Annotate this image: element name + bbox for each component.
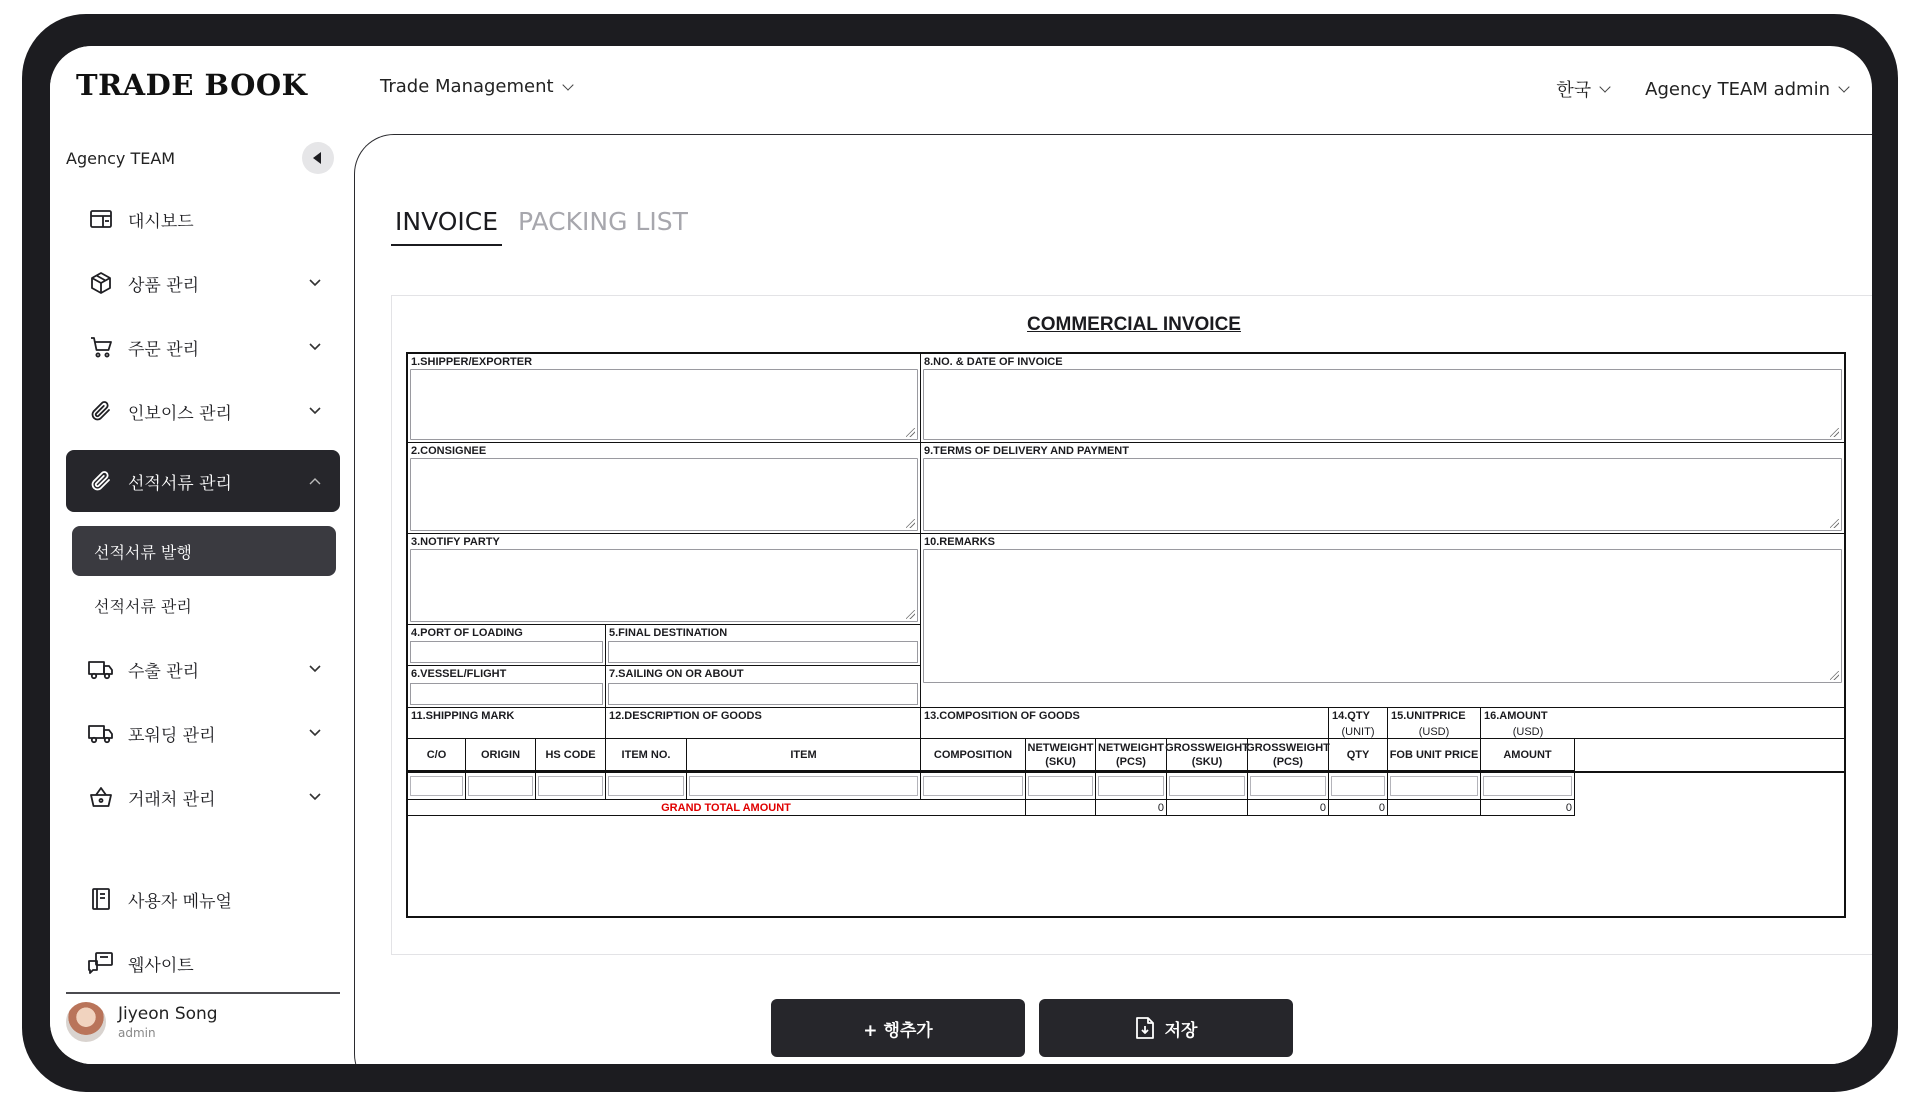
sidebar-item-dashboard[interactable]: [66, 194, 340, 244]
field-label: 9.TERMS OF DELIVERY AND PAYMENT: [924, 445, 1129, 457]
user-role: admin: [118, 1026, 156, 1040]
language-dropdown[interactable]: [1556, 76, 1609, 102]
paperclip-icon: [88, 468, 114, 494]
sidebar-item-products[interactable]: [66, 258, 340, 308]
total-nw-pcs: 0: [1157, 802, 1164, 814]
cell-input[interactable]: [1250, 776, 1326, 796]
dashboard-icon: [88, 206, 114, 232]
table-row-cell-hs-code[interactable]: [536, 773, 606, 800]
invoice-title: COMMERCIAL INVOICE: [1027, 314, 1241, 335]
cell-input[interactable]: [1028, 776, 1093, 796]
sidebar-item-label: 웹사이트: [128, 955, 194, 976]
col-header-hs-code: HS CODE: [536, 739, 606, 771]
port-of-loading-input[interactable]: [410, 641, 603, 663]
col-header-grossweight-pcs: GROSSWEIGHT (PCS): [1248, 739, 1329, 771]
field-label: 8.NO. & DATE OF INVOICE: [924, 356, 1063, 368]
cell-input[interactable]: [689, 776, 918, 796]
user-name: Jiyeon Song: [118, 1004, 218, 1024]
sidebar-nav: [66, 194, 340, 1002]
top-menu-label: Trade Management: [380, 76, 554, 97]
unitprice-header-cell: [1388, 708, 1481, 739]
total-amount: 0: [1565, 802, 1572, 814]
field-label: 6.VESSEL/FLIGHT: [411, 668, 507, 680]
save-label: 저장: [1164, 1020, 1198, 1041]
add-row-button[interactable]: [771, 999, 1025, 1057]
table-row-cell-fob[interactable]: [1388, 773, 1481, 800]
form-actions: [771, 999, 1307, 1057]
notify-party-textarea[interactable]: [410, 549, 918, 622]
tab-packing-list[interactable]: PACKING LIST: [518, 207, 688, 236]
chevron-down-icon: [308, 662, 322, 676]
field-label: 3.NOTIFY PARTY: [411, 536, 500, 548]
sailing-input[interactable]: [608, 683, 918, 705]
sidebar-item-label: 포워딩 관리: [128, 725, 216, 746]
field-label: 14.QTY: [1332, 710, 1370, 722]
field-label: 10.REMARKS: [924, 536, 995, 548]
sidebar-item-label: 거래처 관리: [128, 789, 216, 810]
sidebar-item-label: 인보이스 관리: [128, 403, 232, 424]
col-header-qty: QTY: [1329, 739, 1388, 771]
triangle-left-icon: [313, 152, 321, 164]
table-row-cell-gw-sku[interactable]: [1167, 773, 1248, 800]
col-header-amount: AMOUNT: [1481, 739, 1575, 771]
field-unit: (USD): [1512, 726, 1544, 738]
cell-input[interactable]: [468, 776, 533, 796]
table-row-cell-nw-sku[interactable]: [1026, 773, 1096, 800]
resize-handle-icon[interactable]: [906, 428, 915, 437]
col-header-composition: COMPOSITION: [921, 739, 1026, 771]
col-header-netweight-pcs: NETWEIGHT (PCS): [1096, 739, 1167, 771]
invoice-no-date-cell: [921, 354, 1844, 443]
total-nw-sku: [1026, 800, 1096, 816]
vessel-flight-cell: [408, 666, 606, 708]
field-unit: (UNIT): [1341, 726, 1375, 738]
field-label: 2.CONSIGNEE: [411, 445, 487, 457]
main-panel: [354, 134, 1872, 1064]
cart-icon: [88, 334, 114, 360]
device-frame: [22, 14, 1898, 1092]
sidebar-collapse-button[interactable]: [302, 142, 334, 174]
cell-input[interactable]: [538, 776, 603, 796]
col-header-item: ITEM: [687, 739, 921, 771]
resize-handle-icon[interactable]: [906, 519, 915, 528]
manual-icon: [88, 886, 114, 912]
col-header-item-no: ITEM NO.: [606, 739, 687, 771]
field-label: 1.SHIPPER/EXPORTER: [411, 356, 533, 368]
sidebar-subitem-issue-docs[interactable]: 선적서류 발행: [72, 526, 336, 576]
truck-icon: [88, 720, 114, 746]
box-icon: [88, 270, 114, 296]
col-header-grossweight-sku: GROSSWEIGHT (SKU): [1167, 739, 1248, 771]
sidebar-item-orders[interactable]: [66, 322, 340, 372]
cell-input[interactable]: [1169, 776, 1245, 796]
chevron-down-icon: [308, 276, 322, 290]
cell-input[interactable]: [923, 776, 1023, 796]
sidebar-divider: [66, 992, 340, 994]
qty-header-cell: [1329, 708, 1388, 739]
total-gw-sku: [1167, 800, 1248, 816]
sidebar-item-invoices[interactable]: [66, 386, 340, 436]
cell-input[interactable]: [1390, 776, 1478, 796]
field-label: 13.COMPOSITION OF GOODS: [924, 710, 1080, 722]
sidebar-item-label: 주문 관리: [128, 339, 200, 360]
table-row-cell-co[interactable]: [408, 773, 466, 800]
resize-handle-icon[interactable]: [1830, 428, 1839, 437]
resize-handle-icon[interactable]: [1830, 671, 1839, 680]
invoice-form: [406, 352, 1846, 918]
total-fob: [1388, 800, 1481, 816]
cell-input[interactable]: [1483, 776, 1572, 796]
table-row-cell-nw-pcs[interactable]: [1096, 773, 1167, 800]
total-qty: 0: [1378, 802, 1385, 814]
header-right: [1520, 76, 1848, 102]
chevron-down-icon: [308, 404, 322, 418]
sidebar-subitem-manage-docs[interactable]: 선적서류 관리: [94, 596, 192, 616]
table-row-cell-item[interactable]: [687, 773, 921, 800]
sidebar-item-label: 수출 관리: [128, 661, 200, 682]
port-of-loading-cell: [408, 625, 606, 666]
remarks-cell: [921, 534, 1844, 708]
terms-textarea[interactable]: [923, 458, 1842, 531]
table-row-cell-item-no[interactable]: [606, 773, 687, 800]
final-destination-cell: [606, 625, 921, 666]
invoice-document: [391, 295, 1872, 955]
invoice-no-date-textarea[interactable]: [923, 369, 1842, 440]
remarks-textarea[interactable]: [923, 549, 1842, 683]
sidebar-item-shipping-docs[interactable]: [66, 450, 340, 512]
amount-header-cell: [1481, 708, 1844, 739]
description-cell: [606, 708, 921, 739]
total-gw-pcs: 0: [1319, 802, 1326, 814]
shipper-textarea[interactable]: [410, 369, 918, 440]
chevron-down-icon: [562, 79, 573, 90]
add-row-label: + 행추가: [863, 1020, 933, 1041]
sidebar-item-manual[interactable]: [66, 874, 340, 924]
sidebar-item-partners[interactable]: [66, 772, 340, 822]
sidebar-item-label: 사용자 메뉴얼: [128, 891, 232, 912]
table-row-cell-amount[interactable]: [1481, 773, 1575, 800]
save-file-icon: [1135, 1016, 1155, 1040]
team-name: Agency TEAM: [66, 148, 176, 168]
trade-management-dropdown[interactable]: [380, 76, 572, 97]
chevron-down-icon: [308, 790, 322, 804]
table-row-cell-gw-pcs[interactable]: [1248, 773, 1329, 800]
website-icon: [88, 950, 114, 976]
sidebar: [50, 46, 350, 1064]
field-label: 7.SAILING ON OR ABOUT: [609, 668, 744, 680]
col-header-fob-unit-price: FOB UNIT PRICE: [1388, 739, 1481, 771]
terms-cell: [921, 443, 1844, 534]
language-label: 한국: [1556, 80, 1592, 101]
consignee-textarea[interactable]: [410, 458, 918, 531]
avatar: [66, 1002, 106, 1042]
col-header-origin: ORIGIN: [466, 739, 536, 771]
sidebar-item-label: 상품 관리: [128, 275, 200, 296]
table-row-cell-origin[interactable]: [466, 773, 536, 800]
table-row-cell-composition[interactable]: [921, 773, 1026, 800]
chevron-down-icon: [1838, 81, 1849, 92]
user-profile[interactable]: [66, 1002, 218, 1042]
shipping-mark-cell: [408, 708, 606, 739]
cell-input[interactable]: [1098, 776, 1164, 796]
sidebar-item-label: 대시보드: [128, 211, 194, 232]
table-row-cell-qty[interactable]: [1329, 773, 1388, 800]
field-label: 11.SHIPPING MARK: [411, 710, 515, 722]
truck-icon: [88, 656, 114, 682]
field-label: 15.UNITPRICE: [1391, 710, 1466, 722]
composition-cell: [921, 708, 1329, 739]
chevron-down-icon: [308, 726, 322, 740]
field-unit: (USD): [1418, 726, 1450, 738]
col-header-netweight-sku: NETWEIGHT (SKU): [1026, 739, 1096, 771]
field-label: 16.AMOUNT: [1484, 710, 1548, 722]
final-destination-input[interactable]: [608, 641, 918, 663]
cell-input[interactable]: [1331, 776, 1385, 796]
grand-total-label: GRAND TOTAL AMOUNT: [661, 802, 791, 814]
consignee-cell: [408, 443, 921, 534]
sidebar-item-website[interactable]: [66, 938, 340, 988]
tab-invoice[interactable]: INVOICE: [391, 207, 502, 246]
resize-handle-icon[interactable]: [906, 610, 915, 619]
nav-spacer: [66, 836, 340, 874]
sailing-cell: [606, 666, 921, 708]
sidebar-item-forwarding[interactable]: [66, 708, 340, 758]
account-dropdown[interactable]: [1645, 79, 1848, 100]
sidebar-item-label: 선적서류 관리: [128, 473, 232, 494]
paperclip-icon: [88, 398, 114, 424]
app-logo[interactable]: TRADE BOOK: [76, 68, 308, 102]
account-label: Agency TEAM admin: [1645, 78, 1830, 100]
notify-party-cell: [408, 534, 921, 625]
chevron-up-icon: [308, 474, 322, 488]
save-button[interactable]: [1039, 999, 1293, 1057]
cell-input[interactable]: [608, 776, 684, 796]
field-label: 12.DESCRIPTION OF GOODS: [609, 710, 762, 722]
chevron-down-icon: [308, 340, 322, 354]
col-header-co: C/O: [408, 739, 466, 771]
app-screen: [50, 46, 1872, 1064]
basket-icon: [88, 784, 114, 810]
sidebar-item-export[interactable]: [66, 644, 340, 694]
field-label: 4.PORT OF LOADING: [411, 627, 523, 639]
field-label: 5.FINAL DESTINATION: [609, 627, 728, 639]
vessel-flight-input[interactable]: [410, 683, 603, 705]
doc-tabs: [391, 207, 704, 246]
team-row: [66, 138, 336, 178]
resize-handle-icon[interactable]: [1830, 519, 1839, 528]
chevron-down-icon: [1600, 81, 1611, 92]
shipper-cell: [408, 354, 921, 443]
cell-input[interactable]: [410, 776, 463, 796]
